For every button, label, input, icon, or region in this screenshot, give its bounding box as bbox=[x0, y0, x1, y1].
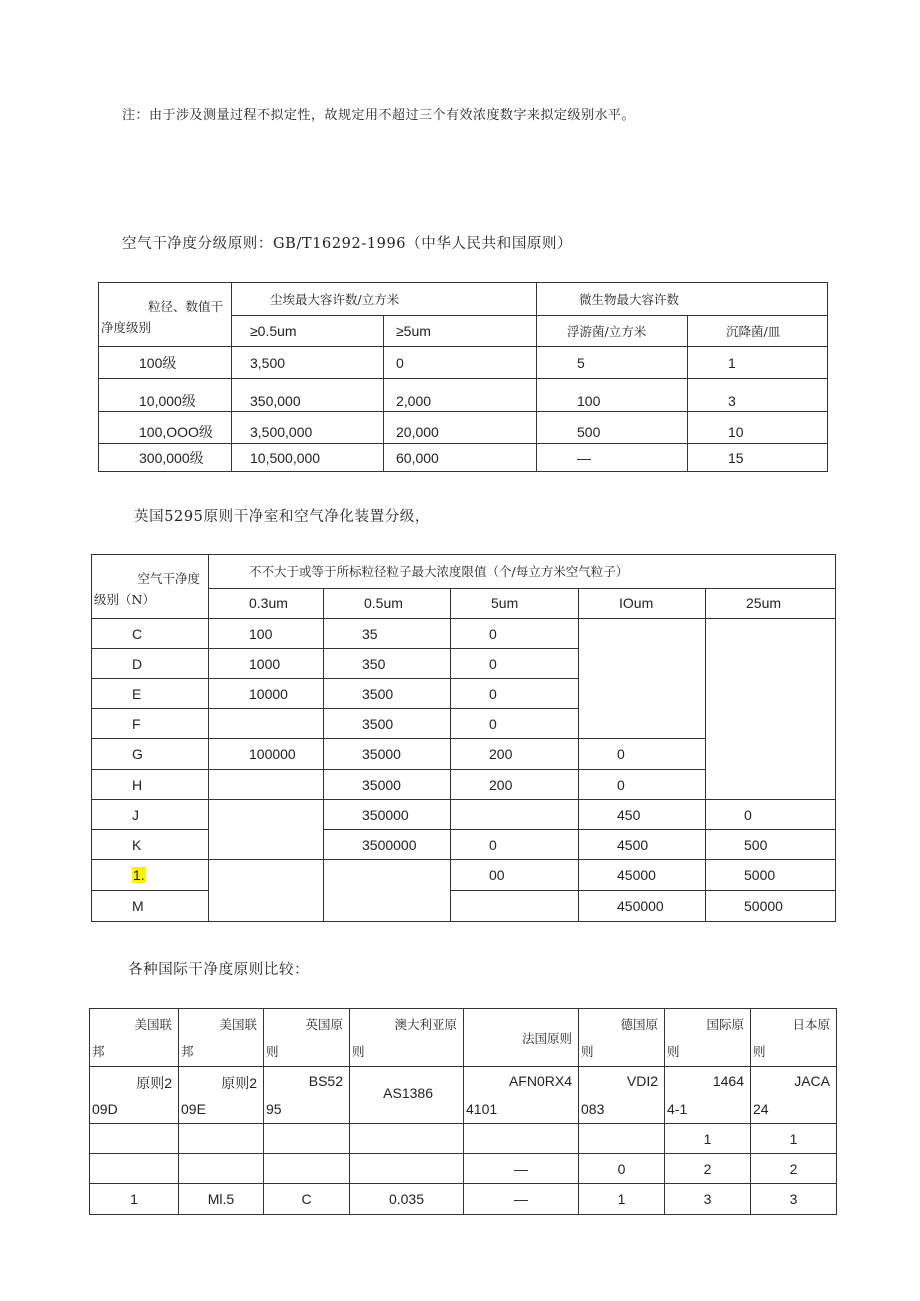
table-row: 10,000级 350,000 2,000 100 3 bbox=[99, 379, 828, 412]
col-header-5um: 5um bbox=[451, 588, 579, 618]
table-corner-header: 粒径、数值干 净度级别 bbox=[99, 283, 232, 347]
table-row: 1 1 bbox=[90, 1124, 837, 1154]
comparison-title: 各种国际干净度原则比较： bbox=[128, 962, 310, 978]
table-row: 100,OOO级 3,500,000 20,000 500 10 bbox=[99, 412, 828, 444]
col-header-03um: 0.3um bbox=[209, 588, 324, 618]
col-header-floating: 浮游菌/立方米 bbox=[537, 315, 688, 347]
table-row: 1. 00 45000 5000 bbox=[92, 860, 836, 891]
bs5295-table bbox=[91, 554, 836, 922]
header-row: 美国联 邦 美国联 邦 英国原 则 澳大利亚原 则 法国原则 德国原 则 国际原 则 日本原 则 bbox=[90, 1009, 837, 1067]
table-row: E 10000 3500 0 bbox=[92, 679, 836, 709]
table-row: 300,000级 10,500,000 60,000 — 15 bbox=[99, 444, 828, 472]
table-row: F 3500 0 bbox=[92, 709, 836, 739]
bs5295-title: 英国5295原则干净室和空气净化装置分级， bbox=[134, 509, 430, 525]
col-header-5um: ≥5um bbox=[384, 315, 537, 347]
table-row: C 100 35 0 bbox=[92, 619, 836, 649]
microbe-group-header: 微生物最大容许数 bbox=[537, 283, 828, 316]
col-header-25um: 25um bbox=[706, 588, 836, 618]
dust-group-header: 尘埃最大容许数/立方米 bbox=[232, 283, 537, 316]
gb-cleanliness-table bbox=[98, 282, 828, 472]
table-row: 1 Ml.5 C 0.035 — 1 3 3 bbox=[90, 1184, 837, 1215]
empty-merged-cell bbox=[324, 860, 451, 922]
table-corner-header: 空气干净度 级别（N） bbox=[92, 555, 209, 619]
gb-standard-title: 空气干净度分级原则：GB/T16292-1996（中华人民共和国原则） bbox=[122, 236, 573, 252]
footnote: 注：由于涉及测量过程不拟定性，故规定用不超过三个有效浓度数字来拟定级别水平。 bbox=[122, 108, 636, 123]
col-header-settling: 沉降菌/皿 bbox=[688, 315, 828, 347]
table-row: J 350000 450 0 bbox=[92, 800, 836, 830]
concentration-group-header: 不不大于或等于所标粒径粒子最大浓度限值（个/每立方米空气粒子） bbox=[209, 555, 836, 589]
highlighted-level: 1. bbox=[133, 867, 145, 883]
empty-merged-cell bbox=[209, 800, 324, 860]
empty-merged-cell bbox=[706, 619, 836, 800]
international-comparison-table bbox=[89, 1008, 837, 1215]
table-row: M 450000 50000 bbox=[92, 891, 836, 922]
standard-row: 原则2 09D 原则2 09E BS52 95 AS1386 AFN0RX4 4101 VDI2 083 1464 4-1 JACA 24 bbox=[90, 1067, 837, 1124]
table-row: 100级 3,500 0 5 1 bbox=[99, 347, 828, 379]
empty-merged-cell bbox=[579, 619, 706, 739]
col-header-10um: IOum bbox=[579, 588, 706, 618]
table-row: K 3500000 0 4500 500 bbox=[92, 830, 836, 860]
col-header-05um: ≥0.5um bbox=[232, 315, 384, 347]
col-header-05um: 0.5um bbox=[324, 588, 451, 618]
table-row: H 35000 200 0 bbox=[92, 770, 836, 800]
empty-merged-cell bbox=[209, 860, 324, 922]
table-row: — 0 2 2 bbox=[90, 1154, 837, 1184]
table-row: G 100000 35000 200 0 bbox=[92, 739, 836, 770]
table-row: D 1000 350 0 bbox=[92, 649, 836, 679]
